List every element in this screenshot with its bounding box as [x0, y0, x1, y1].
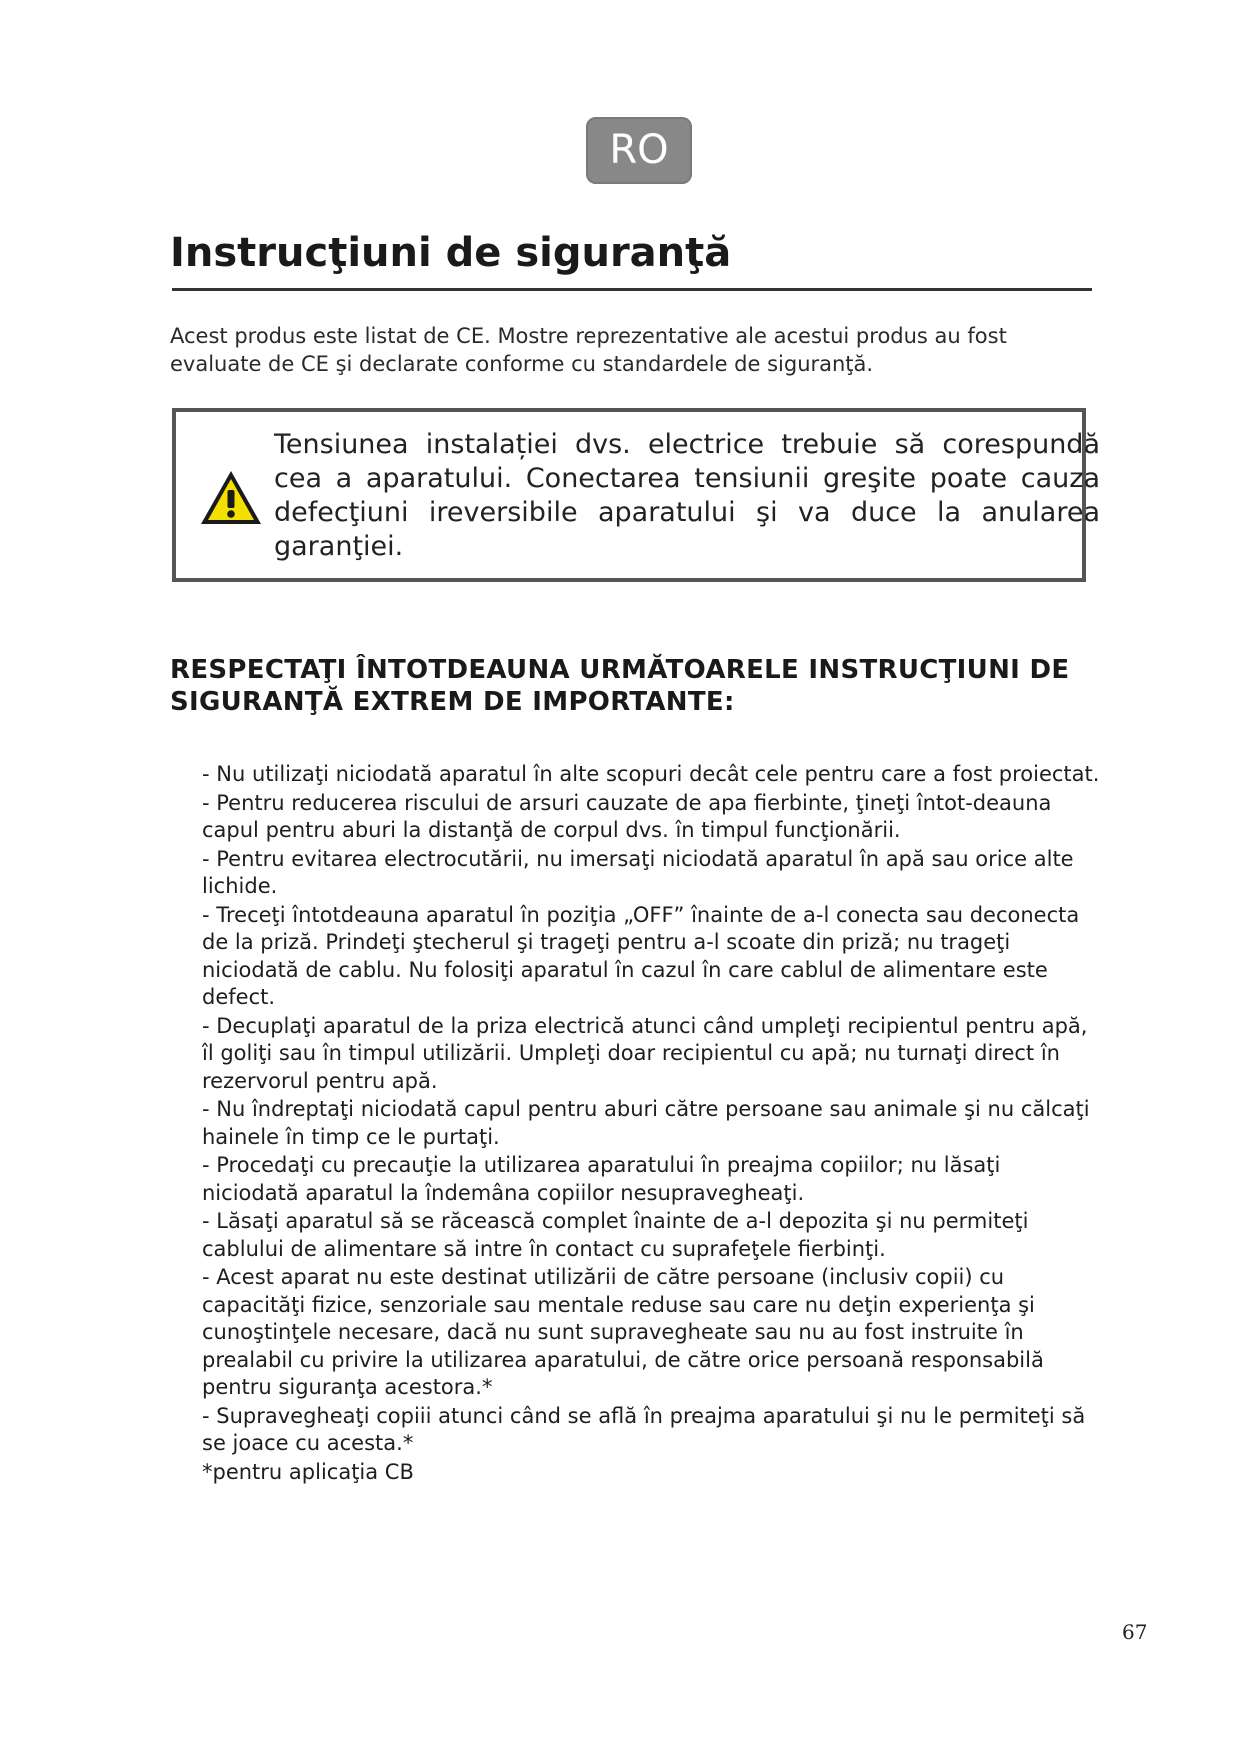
list-item: - Decuplaţi aparatul de la priza electrică atunci când umpleţi recipientul pentru apă, îl goliţi sau în timpul utilizării. Umpleţi doar recipientul cu apă; nu turnaţi direct în rezervorul pentru apă.: [202, 1013, 1088, 1093]
list-item: - Nu îndreptaţi niciodată capul pentru aburi către persoane sau animale şi nu călcaţi hainele în timp ce le purtaţi.: [202, 1097, 1090, 1149]
list-item: - Treceţi întotdeauna aparatul în poziţia „OFF” înainte de a-l conecta sau deconecta de la priză. Prindeţi ştecherul şi trageţi pentru a-l scoate din priză; nu trageţi niciodată de cablu. Nu folosiţi aparatul în cazul în care cablul de alimentare este defect.: [202, 902, 1080, 1009]
page-number: 67: [1122, 1620, 1148, 1644]
list-item: - Lăsaţi aparatul să se răcească complet înainte de a-l depozita şi nu permiteţi cablului de alimentare să intre în contact cu suprafeţele fierbinţi.: [202, 1209, 1029, 1261]
page-title: Instrucţiuni de siguranţă: [170, 230, 732, 276]
title-divider: [172, 288, 1092, 291]
list-item: - Supravegheaţi copiii atunci când se află în preajma aparatului şi nu le permiteţi să se joace cu acesta.*: [202, 1403, 1086, 1455]
list-item: - Acest aparat nu este destinat utilizării de către persoane (inclusiv copii) cu capacităţi fizice, senzoriale sau mentale reduse sau care nu deţin experienţa şi cunoştinţele necesare, dacă nu sunt supravegheate sau nu au fost instruite în prealabil cu privire la utilizarea aparatului, de către orice persoană responsabilă pentru siguranţa acestora.*: [202, 1265, 1044, 1399]
list-item: - Nu utilizaţi niciodată aparatul în alte scopuri decât cele pentru care a fost proiectat.: [202, 762, 1100, 786]
list-item: - Procedaţi cu precauţie la utilizarea aparatului în preajma copiilor; nu lăsaţi niciodată aparatul la îndemâna copiilor nesupravegheaţi.: [202, 1153, 1001, 1205]
list-item: - Pentru evitarea electrocutării, nu imersaţi niciodată aparatul în apă sau orice alte lichide.: [202, 846, 1074, 898]
warning-triangle-icon: [198, 468, 264, 528]
intro-paragraph: Acest produs este listat de CE. Mostre reprezentative ale acestui produs au fost evaluate de CE şi declarate conforme cu standardele de siguranţă.: [170, 324, 1007, 376]
list-item: - Pentru reducerea riscului de arsuri cauzate de apa fierbinte, ţineţi întot-deauna capul pentru aburi la distanţă de corpul dvs. în timpul funcţionării.: [202, 790, 1052, 842]
important-instructions-heading: RESPECTAŢI ÎNTOTDEAUNA URMĂTOARELE INSTRUCŢIUNI DE SIGURANŢĂ EXTREM DE IMPORTANTE:: [170, 655, 1070, 717]
voltage-warning-box: [172, 408, 1100, 582]
language-badge: RO: [586, 117, 692, 184]
warning-text: Tensiunea instalației dvs. electrice trebuie să corespundă cea a aparatului. Conectarea tensiunii greşite poate cauza defecţiuni ireversibile aparatului şi va duce la anularea garanţiei.: [274, 429, 1100, 562]
footnote: *pentru aplicaţia CB: [202, 1459, 414, 1484]
safety-rules-list: [202, 761, 1102, 1487]
